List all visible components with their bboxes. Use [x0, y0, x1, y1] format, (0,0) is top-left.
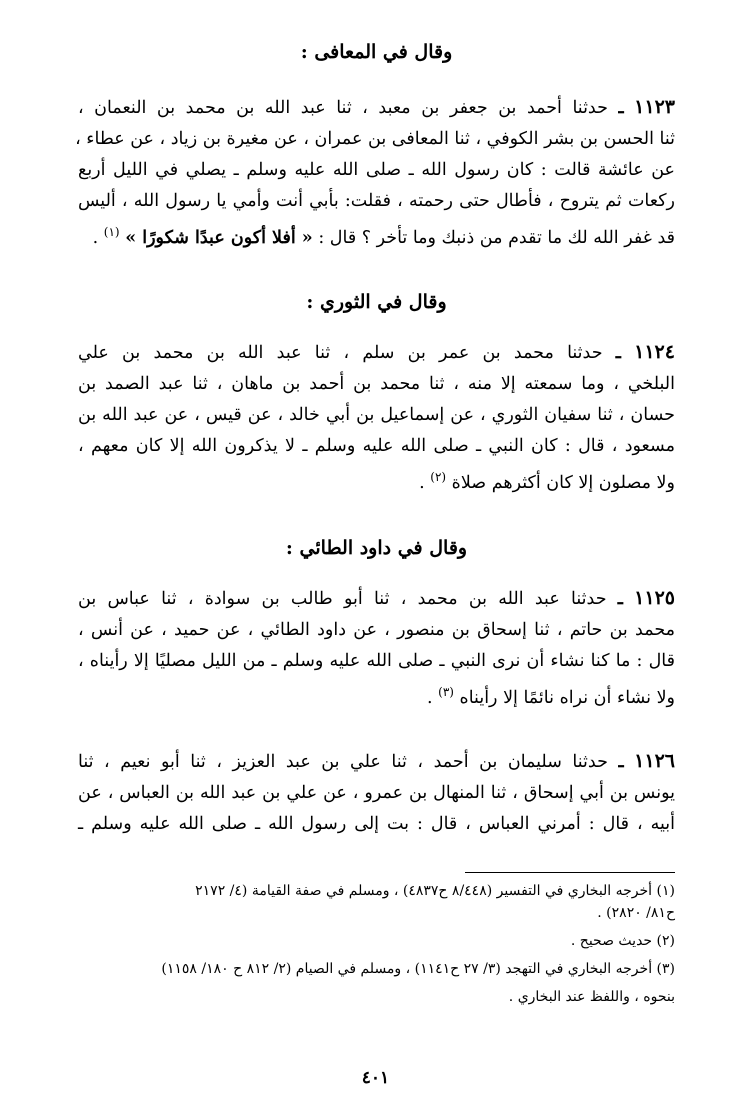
hadith-line: ولا نشاء أن نراه نائمًا إلا رأيناه $^{(٣)}$ .: [426, 685, 675, 708]
prophet-quote: « أفلا أكون عبدًا شكورًا »: [125, 227, 313, 248]
hadith-line: محمد بن حاتم ، ثنا إسحاق بن منصور ، عن داود الطائي ، عن حميد ، عن أنس ،: [78, 620, 675, 640]
hadith-line: ١١٢٣ ـ حدثنا أحمد بن جعفر بن معبد ، ثنا عبد الله بن محمد بن النعمان ،: [78, 96, 675, 118]
hadith-1125: [78, 583, 675, 714]
footnotes: [78, 880, 675, 1008]
footnote-marker: (١): [103, 225, 120, 239]
hadith-line: ثنا الحسن بن بشر الكوفي ، ثنا المعافى بن عمران ، عن مغيرة بن زياد ، عن عطاء ،: [75, 129, 675, 149]
section-heading-thawri: وقال في الثوري :: [306, 291, 447, 313]
section-heading-maafa: وقال في المعافى :: [300, 41, 453, 63]
hadith-number: ١١٢٥: [634, 587, 675, 609]
hadith-line: ولا مصلون إلا كان أكثرهم صلاة $^{(٢)}$ .: [419, 470, 675, 493]
hadith-line: قد غفر الله لك ما تقدم من ذنبك وما تأخر ؟ قال : « أفلا أكون عبدًا شكورًا » $^{(١)}$ .: [92, 225, 675, 248]
hadith-line: ١١٢٥ ـ حدثنا عبد الله بن محمد ، ثنا أبو طالب بن سوادة ، ثنا عباس بن: [78, 587, 675, 609]
section-heading-dawud: وقال في داود الطائي :: [285, 537, 468, 559]
hadith-line: أبيه ، قال : أمرني العباس ، قال : بت إلى رسول الله ـ صلى الله عليه وسلم ـ: [78, 814, 675, 834]
hadith-number: ١١٢٤: [634, 341, 675, 363]
footnote-1: (١) أخرجه البخاري في التفسير (٨/٤٤٨ ح٤٨٣٧) ، ومسلم في صفة القيامة (٤/ ٢١٧٢: [195, 883, 675, 899]
footnote-3: (٣) أخرجه البخاري في التهجد (٣/ ٢٧ ح١١٤١) ، ومسلم في الصيام (٢/ ٨١٢ ح ١٨٠/ ١١٥٨): [161, 961, 675, 977]
hadith-line: ١١٢٤ ـ حدثنا محمد بن عمر بن سلم ، ثنا عبد الله بن محمد بن علي: [78, 341, 675, 363]
footnote-separator: [465, 872, 675, 873]
hadith-line: البلخي ، وما سمعته إلا منه ، ثنا محمد بن أحمد بن ماهان ، ثنا عبد الصمد بن: [78, 374, 675, 394]
hadith-number: ١١٢٦: [634, 750, 675, 772]
hadith-number: ١١٢٣: [634, 96, 675, 118]
hadith-line: يونس بن أبي إسحاق ، ثنا المنهال بن عمرو ، عن علي بن عبد الله بن العباس ، عن: [78, 783, 675, 803]
footnote-2: (٢) حديث صحيح .: [570, 933, 675, 949]
footnote-3-continued: بنحوه ، واللفظ عند البخاري .: [508, 989, 675, 1005]
hadith-line: حسان ، ثنا سفيان الثوري ، عن إسماعيل بن أبي خالد ، عن قيس ، عن عبد الله بن: [78, 405, 675, 425]
footnote-marker: (٢): [430, 470, 447, 484]
hadith-line: ركعات ثم يتروح ، فأطال حتى رحمته ، فقلت: بأبي أنت وأمي يا رسول الله ، أليس: [78, 191, 675, 211]
hadith-line: قال : ما كنا نشاء أن نرى النبي ـ صلى الله عليه وسلم ـ من الليل مصليًا إلا رأيناه ،: [78, 651, 675, 671]
footnote-1-continued: ح٨١/ ٢٨٢٠) .: [597, 905, 675, 921]
footnote-marker: (٣): [438, 685, 454, 699]
page-number: ٤٠١: [361, 1068, 390, 1088]
hadith-line: مسعود ، قال : كان النبي ـ صلى الله عليه وسلم ـ لا يذكرون الله إلا كان معهم ،: [78, 436, 675, 456]
hadith-1126: [78, 746, 675, 840]
hadith-1124: [78, 337, 675, 499]
hadith-line: ١١٢٦ ـ حدثنا سليمان بن أحمد ، ثنا علي بن عبد العزيز ، ثنا أبو نعيم ، ثنا: [78, 750, 675, 772]
hadith-1123: [75, 92, 675, 254]
hadith-line: عن عائشة قالت : كان رسول الله ـ صلى الله عليه وسلم ـ يصلي في الليل أربع: [78, 160, 675, 180]
